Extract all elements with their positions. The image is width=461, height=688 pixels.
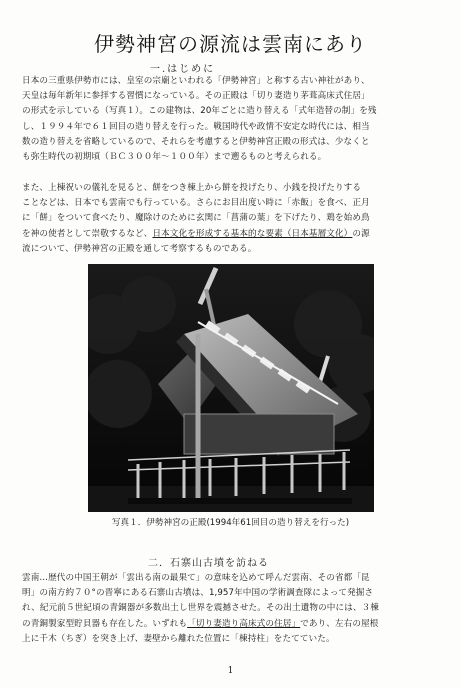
underlined-phrase: 日本文化を形成する基本的な要素（日本基層文化） <box>152 228 353 239</box>
text-line: 上に千木（ちぎ）を突き上げ、妻壁から離れた位置に「棟持柱」をたてていた。 <box>22 633 335 644</box>
text-line: れ、紀元前５世紀頃の青銅器が多数出土し世界を震撼させた。その出土遺物の中には、３棟 <box>22 603 379 614</box>
text-line: 雲南…歴代の中国王朝が「雲出る南の最果て」の意味を込めて呼んだ雲南、その省都「昆 <box>22 573 370 583</box>
text-line: の形式を示している（写真１）。この建物は、20年ごとに造り替える「式年造替の制」を残 <box>22 106 377 117</box>
text-segment: を神の使者として崇敬するなど、 <box>22 228 153 239</box>
text-line: ことなどは、日本でも雲南でも行っている。さらにお目出度い時に「赤飯」を食べ、正月 <box>22 198 370 209</box>
page-number: 1 <box>227 666 234 676</box>
text-segment: の青銅製家型貯貝器も存在した。いずれも <box>22 618 188 629</box>
text-line: 数の造り替えを省略しているので、それらを考慮すると伊勢神宮正殿の形式は、少なくと <box>22 136 370 147</box>
text-line: また、上棟祝いの儀礼を見ると、餅をつき棟上から餅を投げたり、小銭を投げたりする <box>22 183 362 193</box>
paragraph-intro-2 <box>22 181 440 257</box>
text-line: 天皇は毎年新年に参拝する習慣になっている。その正殿は「切り妻造り茅葺高床式住居」 <box>22 91 370 102</box>
page-title: 伊勢神宮の源流は雲南にあり <box>94 32 367 56</box>
section-heading-shizhaishan: 二．石寨山古墳を訪ねる <box>148 558 269 569</box>
text-line: も弥生時代の初期頃（ＢＣ３００年～１００年）まで遡るものと考えられる。 <box>22 152 327 163</box>
text-line <box>22 617 440 632</box>
text-segment: の源 <box>352 228 370 239</box>
paragraph-section2 <box>22 571 440 647</box>
text-line: に「餅」をついて食べたり、魔除けのために玄関に「菖蒲の葉」を下げたり、鶏を始め鳥 <box>22 213 370 224</box>
ise-shrine-photo <box>88 264 374 512</box>
shrine-illustration <box>88 264 374 512</box>
section-heading-introduction: 一.はじめに <box>150 64 216 75</box>
text-line: 日本の三重県伊勢市には、皇室の宗廟といわれる「伊勢神宮」と称する古い神社があり、 <box>22 76 370 86</box>
text-line <box>22 227 440 242</box>
text-line: し、１９９４年で６１回目の造り替えを行った。戦国時代や政情不安定な時代には、相当 <box>22 121 370 132</box>
text-line: 流について、伊勢神宮の正殿を通して考察するものである。 <box>22 243 257 254</box>
underlined-phrase: 「切り妻造り高床式の住居」 <box>187 618 301 629</box>
text-line: 明」の南方約７０°の晋寧にある石寨山古墳は、1,957年中国の学術調査隊によって発掘さ <box>22 588 374 599</box>
photo-caption: 写真１．伊勢神宮の正殿(1994年61回目の造り替えを行った) <box>111 518 350 528</box>
text-segment: であり、左右の屋根 <box>300 618 379 629</box>
paragraph-intro-1 <box>22 74 440 165</box>
